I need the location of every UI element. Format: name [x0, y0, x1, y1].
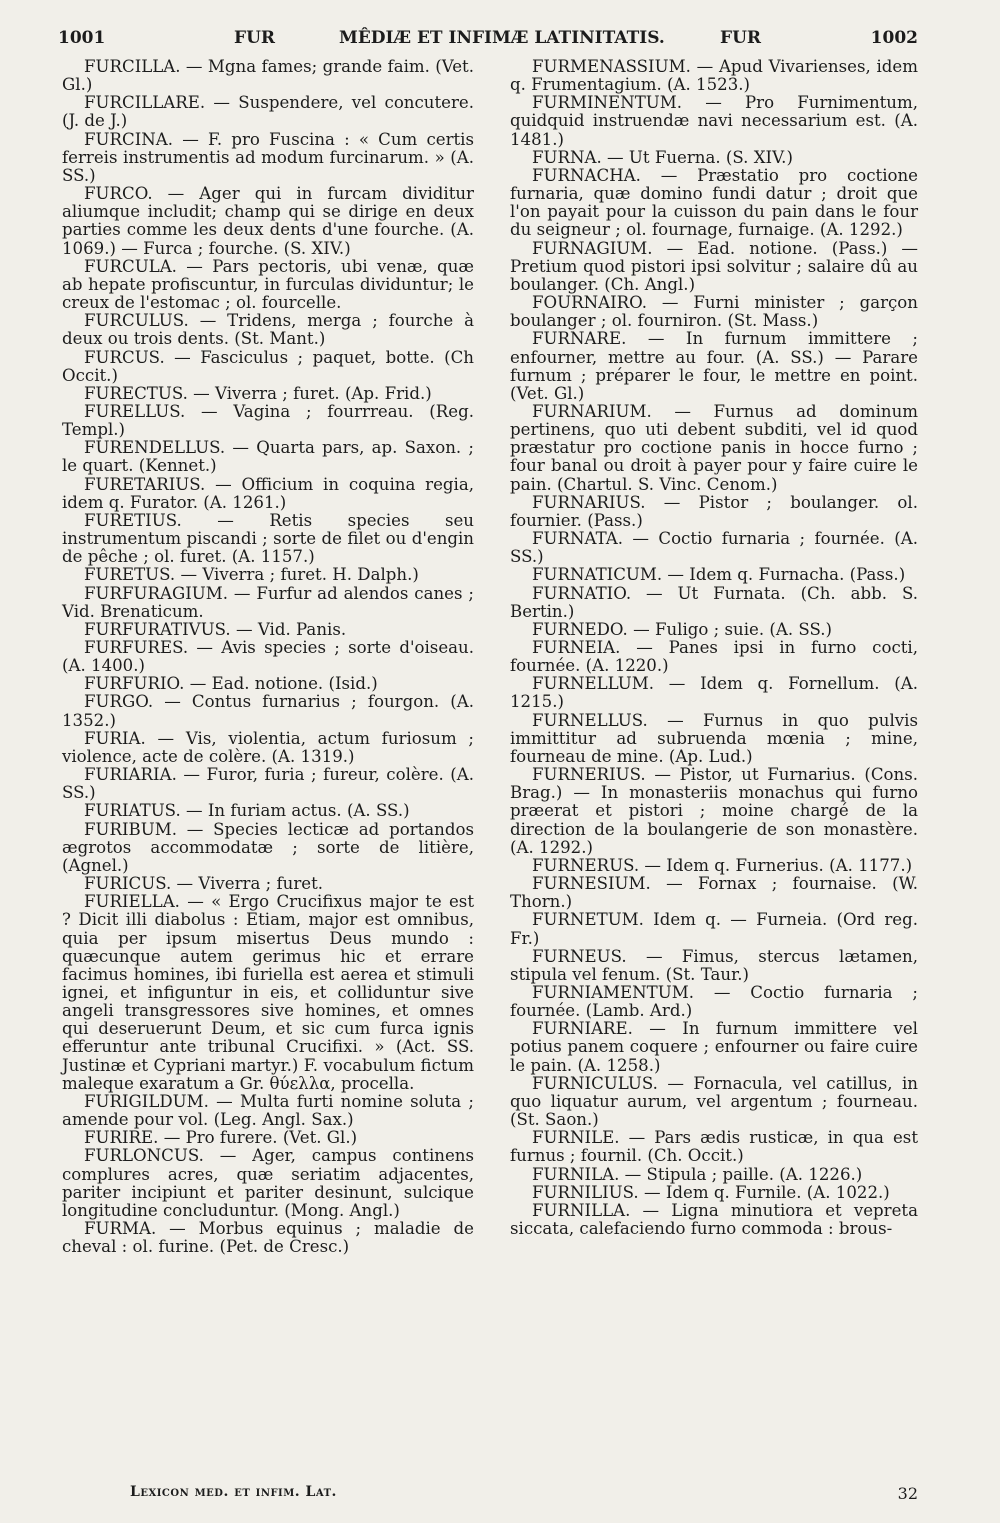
dictionary-entry: FURNATIO. — Ut Furnata. (Ch. abb. S. Bertin.) — [510, 583, 918, 621]
dictionary-entry: FURLONCUS. — Ager, campus continens complures acres, quæ seriatim adjacentes, pariter incipiunt et pariter desinunt, sulcique longitudine concluduntur. (Mong. Angl.) — [62, 1146, 474, 1220]
dictionary-entry: FURCULA. — Pars pectoris, ubi venæ, quæ ab hepate profiscuntur, in furculas dividuntur; le creux de l'estomac ; ol. fourcelle. — [62, 256, 474, 313]
dictionary-entry: FURNACHA. — Præstatio pro coctione furnaria, quæ domino fundi datur ; droit que l'on payait pour la cuisson du pain dans le four du seigneur ; ol. fournage, furnaige. (A. 1292.) — [510, 165, 918, 240]
dictionary-entry: FURNARIUM. — Furnus ad dominum pertinens, quo uti debent subditi, vel id quod præstatur pro coctione panis in hocce furno ; four banal ou droit à payer pour y faire cuire le pain. (Chartul. S. Vinc. Cenom.) — [510, 401, 918, 494]
dictionary-entry: FURNILE. — Pars ædis rusticæ, in qua est furnus ; fournil. (Ch. Occit.) — [510, 1128, 918, 1166]
dictionary-entry: FURIATUS. — In furiam actus. (A. SS.) — [84, 801, 410, 821]
right-column — [510, 58, 918, 1238]
dictionary-entry: FURNIARE. — In furnum immittere vel potius panem coquere ; enfourner ou faire cuire le pain. (A. 1258.) — [510, 1019, 918, 1075]
dictionary-entry: FURELLUS. — Vagina ; fourrreau. (Reg. Templ.) — [62, 401, 474, 440]
dictionary-entry: FURMENASSIUM. — Apud Vivarienses, idem q. Frumentagium. (A. 1523.) — [510, 57, 918, 95]
dictionary-entry: FURCILLARE. — Suspendere, vel concutere. (J. de J.) — [62, 93, 474, 131]
dictionary-entry: FURCULUS. — Tridens, merga ; fourche à deux ou trois dents. (St. Mant.) — [62, 311, 474, 349]
running-header — [58, 28, 918, 54]
page-footer — [130, 1484, 918, 1508]
dictionary-entry: FURNICULUS. — Fornacula, vel catillus, in quo liquatur aurum, vel argentum ; fourneau. (St. Saon.) — [510, 1073, 918, 1130]
dictionary-entry: FURNESIUM. — Fornax ; fournaise. (W. Thorn.) — [510, 874, 918, 912]
dictionary-entry: FURCILLA. — Mgna fames; grande faim. (Vet. Gl.) — [62, 57, 474, 95]
dictionary-entry: FURNATA. — Coctio furnaria ; fournée. (A. SS.) — [510, 529, 918, 567]
dictionary-entry: FURETIUS. — Retis species seu instrumentum piscandi ; sorte de filet ou d'engin de pêche ; ol. furet. (A. 1157.) — [62, 510, 474, 567]
dictionary-entry: FURFURATIVUS. — Vid. Panis. — [84, 619, 347, 639]
dictionary-entry: FURIGILDUM. — Multa furti nomine soluta ; amende pour vol. (Leg. Angl. Sax.) — [62, 1091, 474, 1130]
dictionary-entry: FURIARIA. — Furor, furia ; fureur, colère. (A. SS.) — [62, 765, 474, 803]
dictionary-entry: FOURNAIRO. — Furni minister ; garçon boulanger ; ol. fourniron. (St. Mass.) — [510, 293, 918, 331]
dictionary-entry: FURNATICUM. — Idem q. Furnacha. (Pass.) — [532, 565, 906, 585]
dictionary-entry: FURNERUS. — Idem q. Furnerius. (A. 1177.) — [532, 855, 913, 875]
dictionary-entry: FURMA. — Morbus equinus ; maladie de cheval : ol. furine. (Pet. de Cresc.) — [62, 1219, 474, 1257]
dictionary-entry: FURNILA. — Stipula ; paille. (A. 1226.) — [532, 1164, 863, 1184]
dictionary-entry: FURNAGIUM. — Ead. notione. (Pass.) — Pretium quod pistori ipsi solvitur ; salaire dû au boulanger. (Ch. Angl.) — [510, 238, 918, 294]
page-number-left: 1001 — [58, 28, 106, 48]
dictionary-entry: FURMINENTUM. — Pro Furnimentum, quidquid instruendæ navi necessarium est. (A. 1481.) — [510, 93, 918, 149]
dictionary-entry: FURNERIUS. — Pistor, ut Furnarius. (Cons. Brag.) — In monasteriis monachus qui furno præerat et pistori ; moine chargé de la direction de la boulangerie de son monastère. (A. 1292.) — [510, 765, 918, 857]
dictionary-entry: FURNIAMENTUM. — Coctio furnaria ; fournée. (Lamb. Ard.) — [510, 982, 918, 1021]
dictionary-entry: FURICUS. — Viverra ; furet. — [84, 874, 324, 894]
dictionary-entry: FURIELLA. — « Ergo Crucifixus major te est ? Dicit illi diabolus : Etiam, major est omnibus, quia per ipsum misertus Deus mundo : quæcunque autem gerimus hic et errare facimus homines, ibi furiella est aerea et stimuli ignei, et infiguntur in eis, et colliduntur sive angeli transgressores sive homines, et omnes qui deseruerunt Deum, et sic cum furca ignis efferuntur ante tribunal Crucifixi. » (Act. SS. Justinæ et Cypriani martyr.) F. vocabulum fictum maleque exaratum a Gr. θύελλα, procella. — [62, 892, 474, 1093]
catchword-right: FUR — [720, 28, 762, 48]
dictionary-entry: FURIRE. — Pro furere. (Vet. Gl.) — [84, 1128, 358, 1148]
dictionary-entry: FURETUS. — Viverra ; furet. H. Dalph.) — [84, 565, 419, 585]
left-column — [62, 58, 474, 1256]
dictionary-entry: FURNEDO. — Fuligo ; suie. (A. SS.) — [532, 619, 833, 639]
dictionary-entry: FURIBUM. — Species lecticæ ad portandos ægrotos accommodatæ ; sorte de litière, (Agnel.) — [62, 819, 474, 875]
dictionary-entry: FURNETUM. Idem q. — Furneia. (Ord reg. Fr.) — [510, 910, 918, 948]
signature-mark: Lexicon med. et infim. Lat. — [130, 1484, 337, 1500]
dictionary-entry: FURNILLA. — Ligna minutiora et vepreta siccata, calefaciendo furno commoda : brous- — [510, 1200, 918, 1238]
dictionary-entry: FURCINA. — F. pro Fuscina : « Cum certis ferreis instrumentis ad modum furcinarum. » (A. SS.) — [62, 129, 474, 185]
dictionary-entry: FURNEUS. — Fimus, stercus lætamen, stipula vel fenum. (St. Taur.) — [510, 946, 918, 984]
dictionary-entry: FURNILIUS. — Idem q. Furnile. (A. 1022.) — [532, 1182, 890, 1202]
dictionary-entry: FURFURIO. — Ead. notione. (Isid.) — [84, 674, 378, 694]
dictionary-entry: FURNARIUS. — Pistor ; boulanger. ol. fournier. (Pass.) — [510, 492, 918, 530]
dictionary-entry: FURCUS. — Fasciculus ; paquet, botte. (Ch Occit.) — [62, 347, 474, 385]
catchword-left: FUR — [234, 28, 276, 48]
dictionary-entry: FURECTUS. — Viverra ; furet. (Ap. Frid.) — [84, 383, 432, 403]
dictionary-entry: FURFURAGIUM. — Furfur ad alendos canes ; Vid. Brenaticum. — [62, 583, 474, 621]
dictionary-entry: FURNEIA. — Panes ipsi in furno cocti, fournée. (A. 1220.) — [510, 638, 918, 676]
dictionary-entry: FURENDELLUS. — Quarta pars, ap. Saxon. ; le quart. (Kennet.) — [62, 438, 474, 476]
dictionary-entry: FURETARIUS. — Officium in coquina regia, idem q. Furator. (A. 1261.) — [62, 474, 474, 512]
dictionary-entry: FURNELLUS. — Furnus in quo pulvis immittitur ad subruenda mœnia ; mine, fourneau de mine. (Ap. Lud.) — [510, 710, 918, 766]
dictionary-entry: FURCO. — Ager qui in furcam dividitur aliumque includit; champ qui se dirige en deux parties comme les deux dents d'une fourche. (A. 1069.) — Furca ; fourche. (S. XIV.) — [62, 184, 474, 258]
dictionary-entry: FURNARE. — In furnum immittere ; enfourner, mettre au four. (A. SS.) — Parare furnum ; préparer le four, le mettre en point. (Vet. Gl.) — [510, 329, 918, 403]
dictionary-entry: FURGO. — Contus furnarius ; fourgon. (A. 1352.) — [62, 692, 474, 730]
dictionary-entry: FURNA. — Ut Fuerna. (S. XIV.) — [532, 147, 793, 167]
running-title: MÊDIÆ ET INFIMÆ LATINITATIS. — [339, 28, 665, 48]
page-number-right: 1002 — [870, 28, 918, 48]
dictionary-entry: FURFURES. — Avis species ; sorte d'oiseau. (A. 1400.) — [62, 638, 474, 676]
sheet-number: 32 — [897, 1484, 918, 1503]
dictionary-entry: FURNELLUM. — Idem q. Fornellum. (A. 1215.) — [510, 674, 918, 712]
dictionary-entry: FURIA. — Vis, violentia, actum furiosum ; violence, acte de colère. (A. 1319.) — [62, 728, 474, 766]
